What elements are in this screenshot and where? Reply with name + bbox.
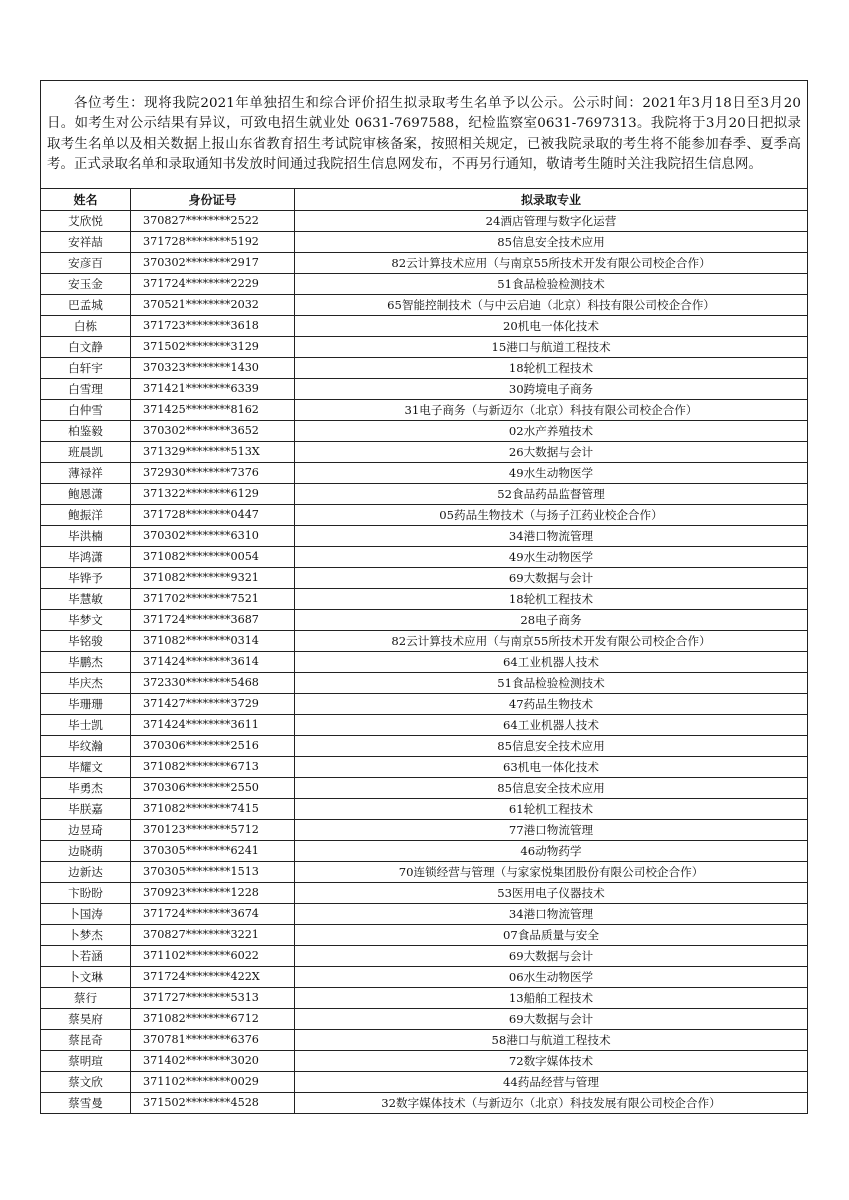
cell-name: 毕铧予 — [41, 568, 131, 589]
cell-id: 371502********3129 — [131, 337, 295, 358]
table-row — [41, 484, 808, 505]
table-row — [41, 1072, 808, 1093]
cell-name: 安玉金 — [41, 274, 131, 295]
cell-name: 边新达 — [41, 862, 131, 883]
cell-name: 边昱琦 — [41, 820, 131, 841]
cell-name: 毕士凯 — [41, 715, 131, 736]
cell-major: 70连锁经营与管理（与家家悦集团股份有限公司校企合作） — [295, 862, 808, 883]
cell-name: 白栋 — [41, 316, 131, 337]
table-row — [41, 1051, 808, 1072]
cell-major: 51食品检验检测技术 — [295, 673, 808, 694]
table-row — [41, 736, 808, 757]
table-row — [41, 232, 808, 253]
notice-cell — [41, 81, 808, 189]
table-row — [41, 778, 808, 799]
cell-major: 52食品药品监督管理 — [295, 484, 808, 505]
cell-name: 蔡文欣 — [41, 1072, 131, 1093]
notice-row — [41, 81, 808, 189]
cell-id: 370302********3652 — [131, 421, 295, 442]
table-row — [41, 883, 808, 904]
cell-major: 82云计算技术应用（与南京55所技术开发有限公司校企合作） — [295, 631, 808, 652]
cell-id: 371082********0314 — [131, 631, 295, 652]
cell-major: 26大数据与会计 — [295, 442, 808, 463]
cell-major: 85信息安全技术应用 — [295, 736, 808, 757]
cell-id: 371427********3729 — [131, 694, 295, 715]
cell-major: 15港口与航道工程技术 — [295, 337, 808, 358]
cell-major: 34港口物流管理 — [295, 526, 808, 547]
cell-major: 18轮机工程技术 — [295, 589, 808, 610]
cell-major: 32数字媒体技术（与新迈尔（北京）科技发展有限公司校企合作） — [295, 1093, 808, 1114]
cell-name: 毕勇杰 — [41, 778, 131, 799]
cell-id: 370305********6241 — [131, 841, 295, 862]
cell-major: 07食品质量与安全 — [295, 925, 808, 946]
cell-major: 64工业机器人技术 — [295, 652, 808, 673]
cell-id: 371102********6022 — [131, 946, 295, 967]
cell-name: 蔡昊府 — [41, 1009, 131, 1030]
cell-name: 卜国涛 — [41, 904, 131, 925]
header-row — [41, 189, 808, 211]
cell-major: 64工业机器人技术 — [295, 715, 808, 736]
cell-major: 69大数据与会计 — [295, 568, 808, 589]
table-row — [41, 295, 808, 316]
table-row — [41, 946, 808, 967]
cell-id: 371728********5192 — [131, 232, 295, 253]
cell-name: 毕慧敏 — [41, 589, 131, 610]
cell-major: 44药品经营与管理 — [295, 1072, 808, 1093]
cell-major: 06水生动物医学 — [295, 967, 808, 988]
cell-id: 370827********3221 — [131, 925, 295, 946]
table-row — [41, 568, 808, 589]
table-row — [41, 904, 808, 925]
cell-id: 371723********3618 — [131, 316, 295, 337]
cell-major: 69大数据与会计 — [295, 946, 808, 967]
cell-id: 370827********2522 — [131, 211, 295, 232]
cell-id: 370306********2550 — [131, 778, 295, 799]
cell-id: 371424********3611 — [131, 715, 295, 736]
cell-name: 薄禄祥 — [41, 463, 131, 484]
cell-major: 47药品生物技术 — [295, 694, 808, 715]
cell-id: 371728********0447 — [131, 505, 295, 526]
header-name: 姓名 — [41, 189, 131, 211]
cell-name: 鲍恩潇 — [41, 484, 131, 505]
cell-major: 49水生动物医学 — [295, 463, 808, 484]
table-row — [41, 1009, 808, 1030]
cell-id: 371702********7521 — [131, 589, 295, 610]
cell-major: 85信息安全技术应用 — [295, 232, 808, 253]
cell-name: 安彦百 — [41, 253, 131, 274]
cell-major: 49水生动物医学 — [295, 547, 808, 568]
notice-text: 各位考生：现将我院2021年单独招生和综合评价招生拟录取考生名单予以公示。公示时间：2021年3月18日至3月20日。如考生对公示结果有异议，可致电招生就业处 0631-7697588，纪检监察室0631-7697313。我院将于3月20日把拟录取考生名单以及相关数据上报山东省教育招生考试院审核备案，按照相关规定，已被我院录取的考生将不能参加春季、夏季高考。正式录取名单和录取通知书发放时间通过我院招生信息网发布，不再另行通知，敬请考生随时关注我院招生信息网。 — [47, 95, 801, 172]
cell-id: 371082********6712 — [131, 1009, 295, 1030]
table-row — [41, 1093, 808, 1114]
table-row — [41, 820, 808, 841]
cell-name: 毕珊珊 — [41, 694, 131, 715]
cell-name: 白轩宇 — [41, 358, 131, 379]
table-row — [41, 526, 808, 547]
cell-id: 370923********1228 — [131, 883, 295, 904]
table-row — [41, 274, 808, 295]
table-row — [41, 652, 808, 673]
cell-name: 毕纹瀚 — [41, 736, 131, 757]
cell-name: 柏鉴毅 — [41, 421, 131, 442]
table-row — [41, 589, 808, 610]
table-row — [41, 841, 808, 862]
cell-name: 边晓萌 — [41, 841, 131, 862]
cell-major: 24酒店管理与数字化运营 — [295, 211, 808, 232]
cell-id: 371082********7415 — [131, 799, 295, 820]
table-row — [41, 988, 808, 1009]
table-row — [41, 925, 808, 946]
header-id: 身份证号 — [131, 189, 295, 211]
cell-major: 05药品生物技术（与扬子江药业校企合作） — [295, 505, 808, 526]
cell-id: 371421********6339 — [131, 379, 295, 400]
table-row — [41, 316, 808, 337]
cell-major: 02水产养殖技术 — [295, 421, 808, 442]
cell-id: 371724********3687 — [131, 610, 295, 631]
table-row — [41, 358, 808, 379]
cell-major: 85信息安全技术应用 — [295, 778, 808, 799]
cell-id: 371082********6713 — [131, 757, 295, 778]
cell-name: 毕铭骏 — [41, 631, 131, 652]
cell-major: 28电子商务 — [295, 610, 808, 631]
table-row — [41, 694, 808, 715]
header-major: 拟录取专业 — [295, 189, 808, 211]
cell-major: 34港口物流管理 — [295, 904, 808, 925]
cell-major: 30跨境电子商务 — [295, 379, 808, 400]
cell-id: 371322********6129 — [131, 484, 295, 505]
cell-id: 370305********1513 — [131, 862, 295, 883]
cell-name: 班晨凯 — [41, 442, 131, 463]
cell-name: 白仲雪 — [41, 400, 131, 421]
cell-name: 卜文琳 — [41, 967, 131, 988]
table-row — [41, 442, 808, 463]
cell-name: 卜若涵 — [41, 946, 131, 967]
cell-name: 卞盼盼 — [41, 883, 131, 904]
admission-table — [40, 80, 808, 1114]
cell-major: 53医用电子仪器技术 — [295, 883, 808, 904]
cell-name: 艾欣悦 — [41, 211, 131, 232]
cell-id: 370306********2516 — [131, 736, 295, 757]
cell-id: 371102********0029 — [131, 1072, 295, 1093]
cell-name: 蔡行 — [41, 988, 131, 1009]
table-row — [41, 631, 808, 652]
table-row — [41, 337, 808, 358]
cell-id: 370302********6310 — [131, 526, 295, 547]
cell-major: 46动物药学 — [295, 841, 808, 862]
cell-major: 63机电一体化技术 — [295, 757, 808, 778]
cell-id: 370123********5712 — [131, 820, 295, 841]
cell-name: 白文静 — [41, 337, 131, 358]
cell-name: 白雪理 — [41, 379, 131, 400]
cell-major: 31电子商务（与新迈尔（北京）科技有限公司校企合作） — [295, 400, 808, 421]
cell-major: 51食品检验检测技术 — [295, 274, 808, 295]
table-row — [41, 862, 808, 883]
cell-name: 巴孟城 — [41, 295, 131, 316]
cell-id: 372330********5468 — [131, 673, 295, 694]
cell-id: 371402********3020 — [131, 1051, 295, 1072]
cell-name: 安祥喆 — [41, 232, 131, 253]
cell-major: 13船舶工程技术 — [295, 988, 808, 1009]
cell-name: 毕鹏杰 — [41, 652, 131, 673]
cell-major: 69大数据与会计 — [295, 1009, 808, 1030]
cell-name: 毕庆杰 — [41, 673, 131, 694]
table-row — [41, 610, 808, 631]
table-row — [41, 799, 808, 820]
table-row — [41, 211, 808, 232]
table-row — [41, 421, 808, 442]
cell-name: 毕耀文 — [41, 757, 131, 778]
cell-id: 371082********0054 — [131, 547, 295, 568]
table-row — [41, 967, 808, 988]
cell-major: 61轮机工程技术 — [295, 799, 808, 820]
cell-id: 371724********422X — [131, 967, 295, 988]
cell-name: 蔡明瑄 — [41, 1051, 131, 1072]
cell-name: 蔡雪曼 — [41, 1093, 131, 1114]
table-row — [41, 253, 808, 274]
cell-id: 371424********3614 — [131, 652, 295, 673]
cell-id: 370521********2032 — [131, 295, 295, 316]
table-row — [41, 1030, 808, 1051]
cell-id: 371425********8162 — [131, 400, 295, 421]
cell-major: 18轮机工程技术 — [295, 358, 808, 379]
cell-major: 82云计算技术应用（与南京55所技术开发有限公司校企合作） — [295, 253, 808, 274]
cell-name: 毕朕嘉 — [41, 799, 131, 820]
cell-id: 371502********4528 — [131, 1093, 295, 1114]
cell-id: 371329********513X — [131, 442, 295, 463]
cell-name: 鲍振洋 — [41, 505, 131, 526]
cell-name: 卜梦杰 — [41, 925, 131, 946]
table-row — [41, 463, 808, 484]
cell-id: 370781********6376 — [131, 1030, 295, 1051]
cell-id: 371724********2229 — [131, 274, 295, 295]
table-row — [41, 379, 808, 400]
cell-major: 58港口与航道工程技术 — [295, 1030, 808, 1051]
cell-name: 毕鸿潇 — [41, 547, 131, 568]
table-row — [41, 505, 808, 526]
cell-id: 372930********7376 — [131, 463, 295, 484]
cell-id: 370323********1430 — [131, 358, 295, 379]
cell-major: 65智能控制技术（与中云启迪（北京）科技有限公司校企合作） — [295, 295, 808, 316]
table-row — [41, 757, 808, 778]
cell-major: 20机电一体化技术 — [295, 316, 808, 337]
cell-name: 毕梦文 — [41, 610, 131, 631]
cell-name: 蔡昆奇 — [41, 1030, 131, 1051]
cell-id: 371724********3674 — [131, 904, 295, 925]
cell-major: 77港口物流管理 — [295, 820, 808, 841]
cell-id: 371727********5313 — [131, 988, 295, 1009]
table-row — [41, 673, 808, 694]
cell-id: 370302********2917 — [131, 253, 295, 274]
cell-major: 72数字媒体技术 — [295, 1051, 808, 1072]
cell-name: 毕洪楠 — [41, 526, 131, 547]
cell-id: 371082********9321 — [131, 568, 295, 589]
table-row — [41, 715, 808, 736]
table-row — [41, 547, 808, 568]
table-row — [41, 400, 808, 421]
